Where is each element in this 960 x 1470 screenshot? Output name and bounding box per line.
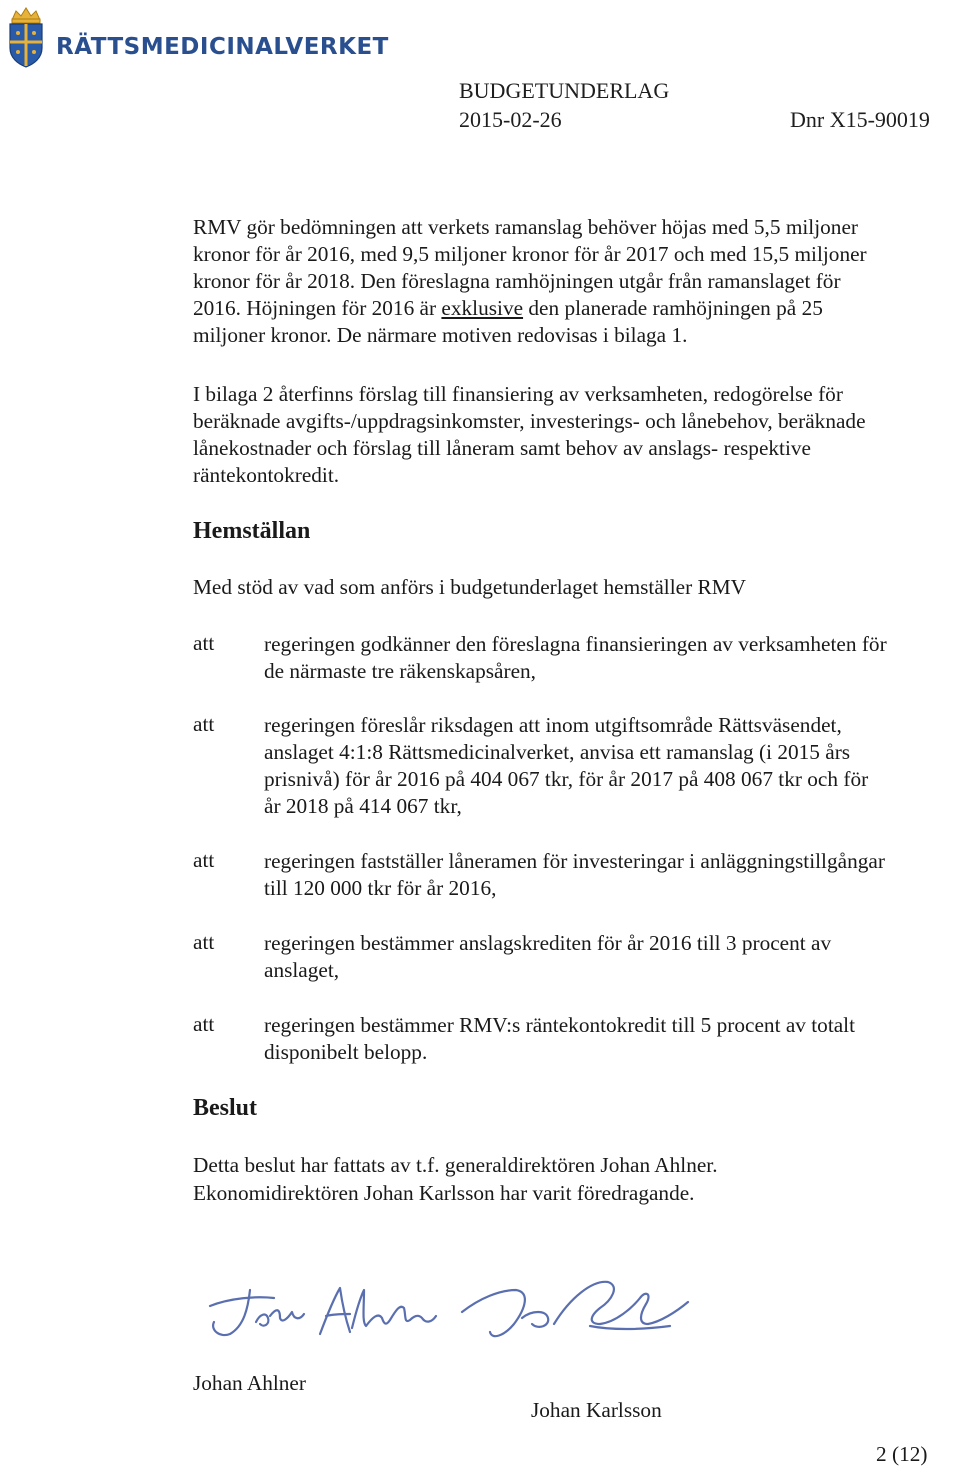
item-line: regeringen fastställer låneramen för investeringar i anläggningstillgångar xyxy=(264,849,885,873)
signature-stroke xyxy=(554,1282,688,1324)
paragraph-line: kronor för år 2016, med 9,5 miljoner kronor för år 2017 och med 15,5 miljoner xyxy=(193,242,867,266)
coat-of-arms-icon xyxy=(6,6,46,68)
item-line: år 2018 på 414 067 tkr, xyxy=(264,794,462,818)
decision-line: Detta beslut har fattats av t.f. generaldirektören Johan Ahlner. xyxy=(193,1153,718,1177)
item-line: regeringen bestämmer RMV:s räntekontokredit till 5 procent av totalt xyxy=(264,1013,856,1037)
item-line: anslaget 4:1:8 Rättsmedicinalverket, anvisa ett ramanslag (i 2015 års xyxy=(264,740,851,764)
att-label: att xyxy=(193,930,215,954)
handwritten-signatures xyxy=(200,1268,700,1358)
att-label: att xyxy=(193,712,215,736)
item-line: anslaget, xyxy=(264,958,340,982)
signature-stroke xyxy=(213,1290,250,1335)
signature-stroke xyxy=(590,1326,670,1329)
decision-text xyxy=(193,1151,718,1207)
signature-stroke xyxy=(210,1297,274,1306)
section-heading-hemstallan: Hemställan xyxy=(193,518,311,544)
text-run: 2016. Höjningen för 2016 är xyxy=(193,296,442,320)
paragraph-line: beräknade avgifts-/uppdragsinkomster, investerings- och lånebehov, beräknade xyxy=(193,409,866,433)
document-type: BUDGETUNDERLAG xyxy=(459,78,670,103)
paragraph-line: räntekontokredit. xyxy=(193,463,340,487)
paragraph-bilaga xyxy=(193,381,953,489)
section-heading-beslut: Beslut xyxy=(193,1095,258,1121)
signature-stroke xyxy=(256,1310,304,1325)
decision-line: Ekonomidirektören Johan Karlsson har varit föredragande. xyxy=(193,1181,695,1205)
document-date: 2015-02-26 xyxy=(459,107,562,132)
signature-stroke xyxy=(352,1290,436,1328)
item-line: regeringen godkänner den föreslagna finansieringen av verksamheten för xyxy=(264,632,887,656)
paragraph-ramanslag xyxy=(193,214,953,349)
item-line: till 120 000 tkr för år 2016, xyxy=(264,876,497,900)
paragraph-line: miljoner kronor. De närmare motiven redovisas i bilaga 1. xyxy=(193,323,688,347)
hemstallan-item xyxy=(264,930,960,984)
hemstallan-item xyxy=(264,1012,960,1066)
paragraph-line: kronor för år 2018. Den föreslagna ramhöjningen utgår från ramanslaget för xyxy=(193,269,841,293)
paragraph-line: lånekostnader och förslag till låneram samt behov av anslags- respektive xyxy=(193,436,811,460)
item-line: regeringen bestämmer anslagskrediten för år 2016 till 3 procent av xyxy=(264,931,832,955)
hemstallan-item xyxy=(264,848,960,902)
signature-stroke xyxy=(462,1290,525,1336)
document-number: Dnr X15-90019 xyxy=(790,107,930,132)
item-line: regeringen föreslår riksdagen att inom utgiftsområde Rättsväsendet, xyxy=(264,713,842,737)
item-line: disponibelt belopp. xyxy=(264,1040,428,1064)
att-label: att xyxy=(193,848,215,872)
underlined-word: exklusive xyxy=(441,296,524,320)
signer-name: Johan Ahlner xyxy=(193,1371,306,1395)
hemstallan-item xyxy=(264,631,960,685)
signer-name: Johan Karlsson xyxy=(531,1398,662,1422)
att-label: att xyxy=(193,1012,215,1036)
agency-name: RÄTTSMEDICINALVERKET xyxy=(56,34,389,60)
hemstallan-intro: Med stöd av vad som anförs i budgetunderlaget hemställer RMV xyxy=(193,575,747,599)
paragraph-line: I bilaga 2 återfinns förslag till finansiering av verksamheten, redogörelse för xyxy=(193,382,843,406)
paragraph-line xyxy=(193,295,953,322)
page-number: 2 (12) xyxy=(876,1442,928,1466)
signature-stroke xyxy=(522,1312,548,1327)
text-run: den planerade ramhöjningen på 25 xyxy=(523,296,823,320)
item-line: de närmaste tre räkenskapsåren, xyxy=(264,659,536,683)
signature-stroke xyxy=(320,1288,350,1334)
hemstallan-item xyxy=(264,712,960,820)
item-line: prisnivå) för år 2016 på 404 067 tkr, för år 2017 på 408 067 tkr och för xyxy=(264,767,869,791)
paragraph-line: RMV gör bedömningen att verkets ramanslag behöver höjas med 5,5 miljoner xyxy=(193,215,858,239)
att-label: att xyxy=(193,631,215,655)
